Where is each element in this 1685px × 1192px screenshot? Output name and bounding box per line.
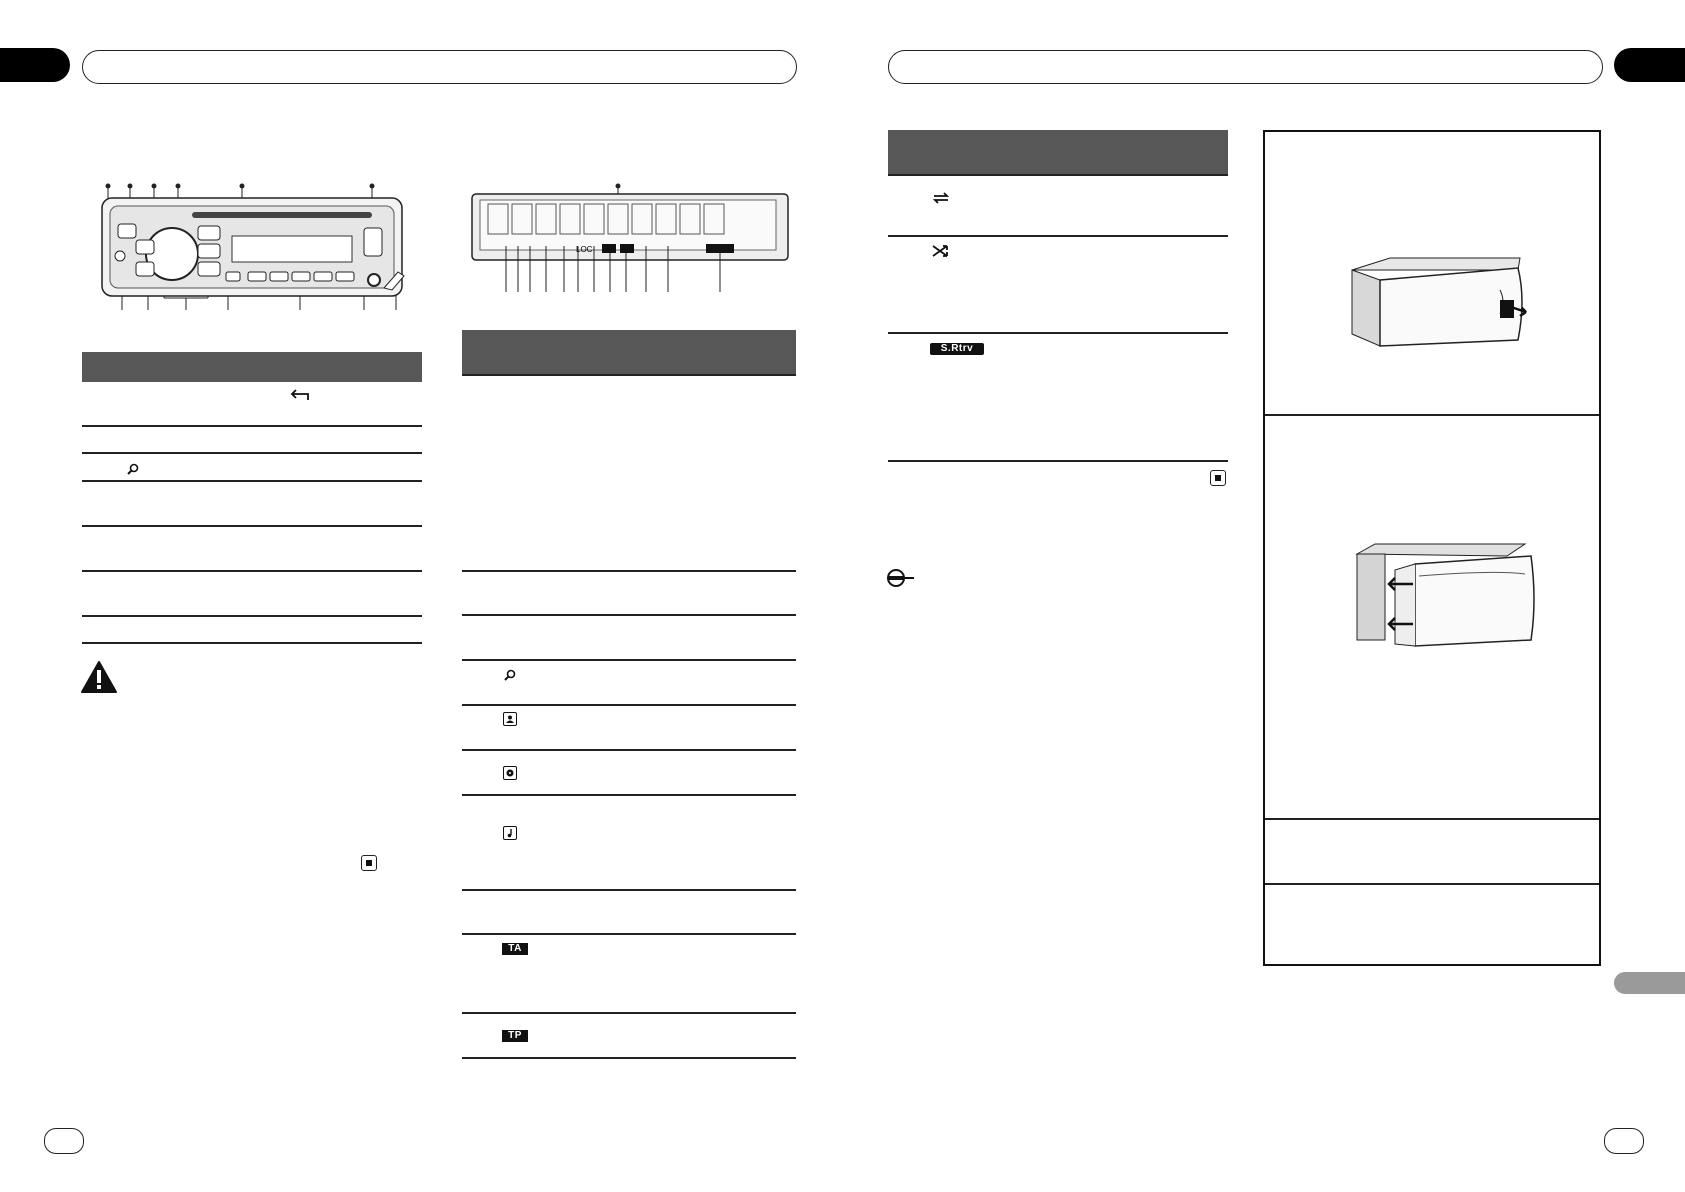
tp-indicator-icon: TP — [502, 1030, 528, 1042]
table-rule — [82, 570, 422, 572]
end-of-section-icon — [1210, 470, 1226, 486]
return-icon — [290, 386, 312, 404]
display-illustration — [470, 180, 790, 295]
section-tab-left — [0, 48, 70, 82]
search-icon — [126, 462, 140, 476]
repeat-icon — [930, 190, 952, 206]
table-rule — [82, 452, 422, 454]
important-icon — [886, 568, 916, 588]
section-title-bar-right — [888, 50, 1603, 84]
table-rule — [82, 525, 422, 527]
table-rule — [888, 235, 1228, 237]
table-rule — [82, 615, 422, 617]
srtrv-indicator-icon: S.Rtrv — [930, 343, 984, 355]
language-tab — [1614, 972, 1685, 994]
section-tab-right — [1614, 48, 1685, 82]
table-rule — [462, 1057, 796, 1059]
search-icon — [503, 668, 517, 682]
table-rule — [888, 174, 1228, 176]
head-unit-table-header — [82, 352, 422, 382]
table-rule — [462, 749, 796, 751]
table-rule — [82, 425, 422, 427]
table-rule — [462, 374, 796, 376]
box-divider — [1265, 883, 1599, 885]
table-rule — [462, 794, 796, 796]
table-rule — [462, 933, 796, 935]
page-number-badge-right — [1604, 1128, 1644, 1154]
table-rule — [462, 704, 796, 706]
table-rule — [888, 460, 1228, 462]
table-rule — [888, 332, 1228, 334]
table-rule — [82, 480, 422, 482]
remove-front-panel-illustration — [1350, 250, 1540, 350]
table-rule — [462, 889, 796, 891]
page-number-badge-left — [44, 1128, 84, 1154]
warning-icon — [80, 660, 118, 694]
loc-indicator-label: LOC — [576, 245, 593, 254]
attach-front-panel-illustration — [1355, 540, 1535, 650]
table-rule — [462, 614, 796, 616]
table-rule — [462, 659, 796, 661]
song-icon — [503, 826, 517, 840]
section-title-bar-left — [82, 50, 797, 84]
artist-icon — [503, 712, 517, 726]
display-table-header — [462, 330, 796, 374]
box-divider — [1265, 414, 1599, 416]
shuffle-icon — [930, 243, 952, 259]
ta-indicator-icon: TA — [502, 943, 528, 955]
indicator-table-header — [888, 130, 1228, 174]
end-of-section-icon — [361, 855, 377, 871]
table-rule — [462, 570, 796, 572]
table-rule — [82, 642, 422, 644]
album-icon — [503, 766, 517, 780]
box-divider — [1265, 818, 1599, 820]
head-unit-illustration — [92, 180, 432, 330]
table-rule — [462, 1012, 796, 1014]
